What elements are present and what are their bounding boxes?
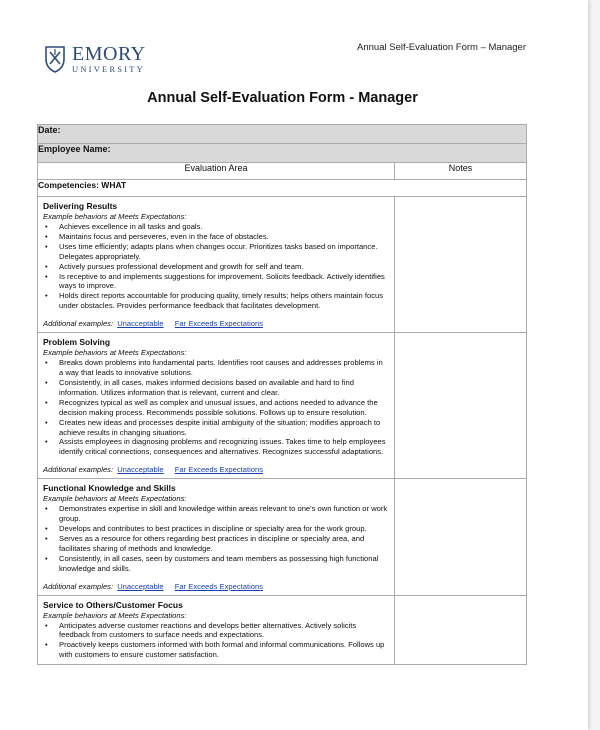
notes-cell[interactable]	[395, 479, 527, 595]
additional-examples	[43, 582, 388, 591]
evaluation-area-cell	[38, 595, 395, 665]
date-field[interactable]: Date:	[38, 125, 527, 144]
form-title: Annual Self-Evaluation Form - Manager	[147, 90, 418, 106]
shield-crest-icon	[44, 45, 66, 73]
document-header-label: Annual Self-Evaluation Form – Manager	[357, 42, 526, 53]
additional-examples-label: Additional examples:	[43, 319, 114, 329]
evaluation-area-cell	[38, 197, 395, 333]
list-item: • Creates new ideas and processes despite initial ambiguity of the situation; modifies approach to achieve results in changing situations.	[43, 418, 388, 438]
far-exceeds-link[interactable]: Far Exceeds Expectations	[174, 581, 263, 591]
list-item: • Anticipates adverse customer reactions and develops better alternatives. Actively solicits feedback from customers to surface needs and expectations.	[43, 621, 388, 641]
section-title: Problem Solving	[43, 337, 111, 348]
list-item: • Develops and contributes to best practices in discipline or specialty area for the work group.	[43, 524, 388, 534]
unacceptable-link[interactable]: Unacceptable	[117, 319, 164, 329]
list-item: • Actively pursues professional development and growth for self and team.	[43, 262, 388, 272]
notes-cell[interactable]	[395, 595, 527, 665]
section-title: Delivering Results	[43, 201, 118, 211]
far-exceeds-link[interactable]: Far Exceeds Expectations	[174, 319, 263, 329]
list-item: • Proactively keeps customers informed with both formal and informal communications. Follows up with customers to ensure customer satisfaction.	[43, 640, 388, 660]
section-subtitle: Example behaviors at Meets Expectations:	[43, 348, 187, 358]
list-item: • Recognizes typical as well as complex and unusual issues, and actions needed to advance the decision making process. Recommends possible solutions. Follows up to ensure resolution.	[43, 398, 388, 418]
section-row-delivering-results	[38, 197, 527, 333]
unacceptable-link[interactable]: Unacceptable	[117, 465, 164, 475]
list-item: • Is receptive to and implements suggestions for improvement. Solicits feedback. Actively identifies ways to improve.	[43, 272, 388, 292]
evaluation-form-table	[37, 124, 527, 665]
behavior-list	[43, 358, 388, 457]
list-item: • Breaks down problems into fundamental parts. Identifies root causes and addresses problems in a way that leads to innovative solutions.	[43, 358, 388, 378]
additional-examples-label: Additional examples:	[43, 581, 114, 591]
additional-examples-label: Additional examples:	[43, 465, 114, 475]
section-row-customer-focus	[38, 595, 527, 665]
section-subtitle: Example behaviors at Meets Expectations:	[43, 494, 187, 504]
section-row-functional-knowledge	[38, 479, 527, 595]
notes-cell[interactable]	[395, 197, 527, 333]
additional-examples	[43, 319, 388, 328]
logo-wordmark: EMORY	[72, 43, 146, 65]
competencies-label: Competencies: WHAT	[38, 180, 527, 197]
list-item: • Consistently, in all cases, makes informed decisions based on available and hard to find information. Utilizes information that is relevant, current and clear.	[43, 378, 388, 398]
evaluation-area-cell	[38, 479, 395, 595]
list-item: • Holds direct reports accountable for producing quality, timely results; helps others maintain focus under obstacles. Provides performance feedback that facilitates development.	[43, 291, 388, 311]
list-item: • Assists employees in diagnosing problems and recognizing issues. Takes time to help employees identify critical connections, consequences and alternatives. Recognizes successful adaptations.	[43, 437, 388, 457]
employee-row	[38, 144, 527, 163]
notes-header: Notes	[395, 163, 527, 180]
list-item: • Achieves excellence in all tasks and goals.	[43, 222, 388, 232]
behavior-list	[43, 222, 388, 311]
list-item: • Serves as a resource for others regarding best practices in discipline or specialty area, and facilitates sharing of methods and knowledge.	[43, 534, 388, 554]
notes-cell[interactable]	[395, 333, 527, 479]
list-item: • Uses time efficiently; adapts plans when changes occur. Prioritizes tasks based on importance. Delegates appropriately.	[43, 242, 388, 262]
evaluation-area-cell	[38, 333, 395, 479]
section-row-problem-solving	[38, 333, 527, 479]
evaluation-area-header: Evaluation Area	[38, 163, 395, 180]
column-header-row	[38, 163, 527, 180]
additional-examples	[43, 465, 388, 474]
list-item: • Demonstrates expertise in skill and knowledge within areas relevant to one's own function or work group.	[43, 504, 388, 524]
section-subtitle: Example behaviors at Meets Expectations:	[43, 212, 187, 221]
date-row	[38, 125, 527, 144]
employee-name-field[interactable]: Employee Name:	[38, 144, 527, 163]
emory-logo	[44, 44, 146, 74]
far-exceeds-link[interactable]: Far Exceeds Expectations	[174, 465, 263, 475]
list-item: • Maintains focus and perseveres, even in the face of obstacles.	[43, 232, 388, 242]
section-title: Service to Others/Customer Focus	[43, 599, 183, 610]
unacceptable-link[interactable]: Unacceptable	[117, 581, 164, 591]
list-item: • Consistently, in all cases, seen by customers and team members as possessing high functional knowledge and skills.	[43, 554, 388, 574]
behavior-list	[43, 504, 388, 573]
competencies-row	[38, 180, 527, 197]
section-title: Functional Knowledge and Skills	[43, 483, 176, 494]
section-subtitle: Example behaviors at Meets Expectations:	[43, 610, 187, 620]
logo-subtitle: UNIVERSITY	[72, 64, 145, 74]
behavior-list	[43, 621, 388, 661]
